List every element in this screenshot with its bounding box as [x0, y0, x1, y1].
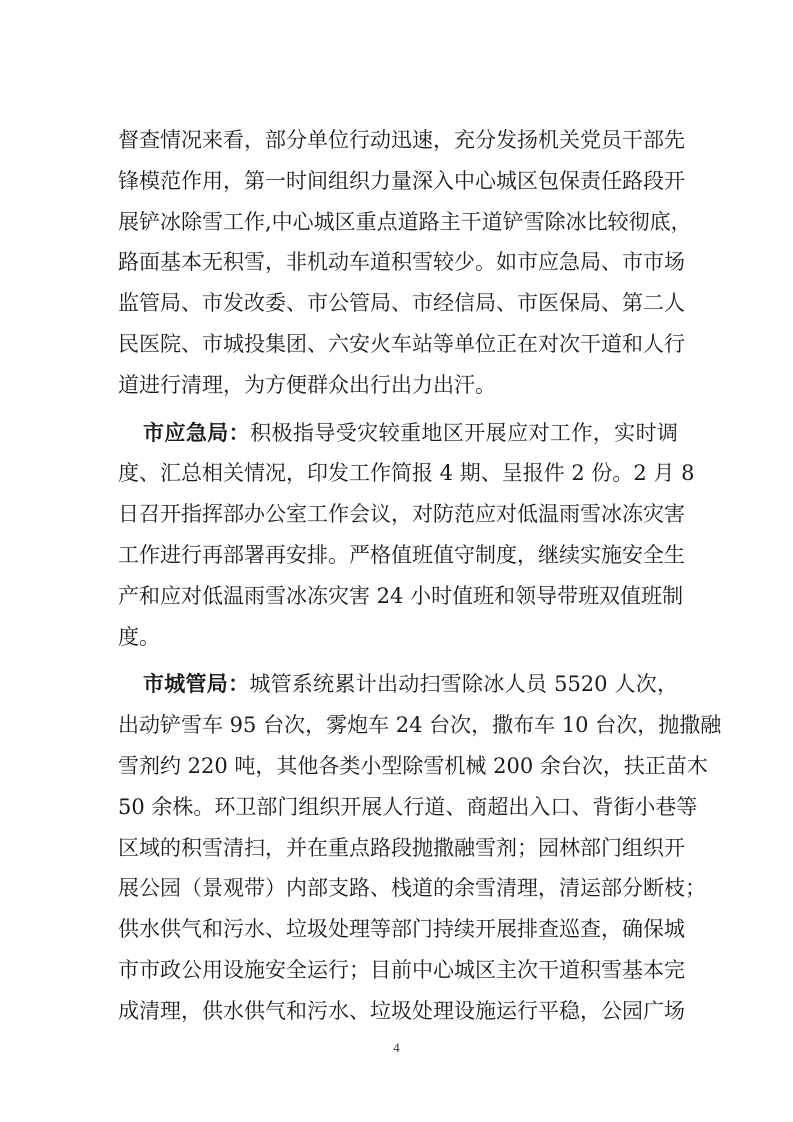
- page-number: 4: [393, 1040, 400, 1055]
- text-line: 产和应对低温雨雪冰冻灾害 24 小时值班和领导带班双值班制: [118, 583, 684, 608]
- text-line: 锋模范作用，第一时间组织力量深入中心城区包保责任路段开: [118, 168, 685, 193]
- document-body: [118, 120, 722, 1032]
- section-heading-urban-management-bureau: 市城管局：: [143, 671, 250, 697]
- text-line: [118, 664, 678, 705]
- text-line: 道进行清理，为方便群众出行出力出汗。: [118, 372, 496, 397]
- text-line: 日召开指挥部办公室工作会议，对防范应对低温雨雪冰冻灾害: [118, 502, 685, 527]
- text-line: 展铲冰除雪工作,中心城区重点道路主干道铲雪除冰比较彻底，: [118, 209, 692, 234]
- text-line: 工作进行再部署再安排。严格值班值守制度，继续实施安全生: [118, 542, 685, 567]
- text-line-rest: 积极指导受灾较重地区开展应对工作，实时调: [250, 420, 679, 445]
- text-line: 度、汇总相关情况，印发工作简报 4 期、呈报件 2 份。2 月 8: [118, 461, 695, 486]
- text-line-rest: 城管系统累计出动扫雪除冰人员 5520 人次，: [249, 672, 679, 697]
- paragraph-oversight: [118, 120, 692, 406]
- text-line: 督查情况来看，部分单位行动迅速，充分发扬机关党员干部先: [118, 128, 685, 152]
- text-line: 市市政公用设施安全运行；目前中心城区主次干道积雪基本完: [118, 957, 685, 982]
- text-line: 监管局、市发改委、市公管局、市经信局、市医保局、第二人: [118, 291, 685, 316]
- text-line: 度。: [118, 624, 160, 649]
- text-line: 50 余株。环卫部门组织开展人行道、商超出入口、背街小巷等: [118, 794, 698, 819]
- text-line: 雪剂约 220 吨，其他各类小型除雪机械 200 余台次，扶正苗木: [118, 753, 708, 778]
- paragraph-emergency-bureau: [118, 413, 695, 658]
- text-line: [118, 413, 678, 454]
- text-line: 供水供气和污水、垃圾处理等部门持续开展排查巡查，确保城: [118, 917, 685, 942]
- text-line: 出动铲雪车 95 台次，雾炮车 24 台次，撒布车 10 台次，抛撒融: [118, 713, 722, 738]
- text-line: 区域的积雪清扫，并在重点路段抛撒融雪剂；园林部门组织开: [118, 835, 685, 860]
- text-line: 路面基本无积雪，非机动车道积雪较少。如市应急局、市市场: [118, 250, 685, 275]
- text-line: 成清理，供水供气和污水、垃圾处理设施运行平稳，公园广场: [118, 998, 685, 1023]
- text-line: 民医院、市城投集团、六安火车站等单位正在对次干道和人行: [118, 331, 685, 356]
- paragraph-urban-management-bureau: [118, 664, 722, 1031]
- text-line: 展公园（景观带）内部支路、栈道的余雪清理，清运部分断枝；: [118, 876, 706, 901]
- section-heading-emergency-bureau: 市应急局：: [143, 419, 251, 445]
